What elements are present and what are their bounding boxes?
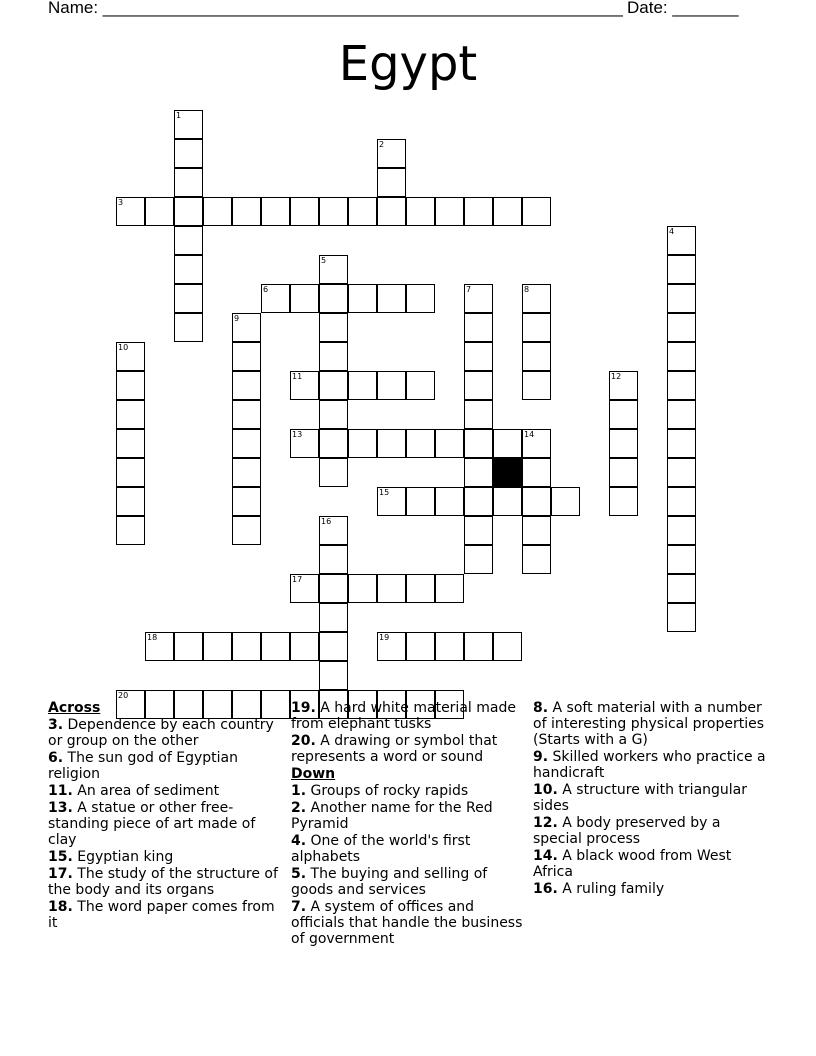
crossword-cell[interactable] (116, 429, 145, 458)
crossword-cell[interactable] (290, 371, 319, 400)
crossword-cell[interactable] (464, 458, 493, 487)
crossword-cell[interactable] (464, 516, 493, 545)
crossword-cell[interactable] (174, 632, 203, 661)
crossword-cell[interactable] (377, 574, 406, 603)
clue-text: A hard white material made from elephant tusks (291, 700, 516, 732)
clue-number: 10. (533, 782, 558, 798)
crossword-cell[interactable] (174, 313, 203, 342)
crossword-cell[interactable] (667, 516, 696, 545)
crossword-cell[interactable] (377, 371, 406, 400)
crossword-cell[interactable] (464, 487, 493, 516)
clue-number: 6. (48, 750, 64, 766)
clue-number: 12. (533, 815, 558, 831)
crossword-cell[interactable] (232, 487, 261, 516)
crossword-cell[interactable] (319, 661, 348, 690)
crossword-cell[interactable] (319, 429, 348, 458)
clue-number-label: 15 (379, 488, 390, 497)
crossword-cell[interactable] (464, 197, 493, 226)
crossword-cell[interactable] (667, 458, 696, 487)
clue-number: 18. (48, 899, 73, 915)
crossword-cell[interactable] (232, 516, 261, 545)
crossword-cell[interactable] (522, 197, 551, 226)
crossword-cell[interactable] (145, 197, 174, 226)
crossword-black-square (493, 458, 522, 487)
clue-number-label: 3 (118, 198, 124, 207)
crossword-cell[interactable] (319, 371, 348, 400)
crossword-cell[interactable] (377, 632, 406, 661)
clue-number: 4. (291, 833, 307, 849)
clue-number: 7. (291, 899, 307, 915)
clue-number-label: 13 (292, 430, 303, 439)
crossword-cell[interactable] (522, 284, 551, 313)
crossword-cell[interactable] (261, 197, 290, 226)
crossword-cell[interactable] (174, 168, 203, 197)
clue-down (533, 749, 769, 781)
crossword-cell[interactable] (377, 284, 406, 313)
crossword-cell[interactable] (609, 487, 638, 516)
clue-number-label: 8 (524, 285, 530, 294)
crossword-cell[interactable] (522, 429, 551, 458)
crossword-cell[interactable] (319, 545, 348, 574)
crossword-cell[interactable] (319, 284, 348, 313)
crossword-cell[interactable] (464, 313, 493, 342)
crossword-cell[interactable] (290, 284, 319, 313)
crossword-cell[interactable] (319, 255, 348, 284)
crossword-cell[interactable] (319, 603, 348, 632)
crossword-cell[interactable] (435, 429, 464, 458)
clue-text: The word paper comes from it (48, 899, 275, 931)
crossword-cell[interactable] (348, 429, 377, 458)
crossword-cell[interactable] (290, 574, 319, 603)
crossword-cell[interactable] (406, 284, 435, 313)
clue-across (48, 750, 284, 782)
crossword-cell[interactable] (290, 197, 319, 226)
clue-number: 11. (48, 783, 73, 799)
clue-down (291, 833, 527, 865)
crossword-cell[interactable] (667, 342, 696, 371)
clue-across (48, 849, 284, 865)
crossword-cell[interactable] (667, 255, 696, 284)
clue-across (48, 899, 284, 931)
crossword-cell[interactable] (174, 197, 203, 226)
crossword-cell[interactable] (464, 342, 493, 371)
crossword-cell[interactable] (232, 371, 261, 400)
crossword-cell[interactable] (609, 400, 638, 429)
crossword-cell[interactable] (464, 632, 493, 661)
clue-text: A structure with triangular sides (533, 782, 747, 814)
crossword-cell[interactable] (522, 516, 551, 545)
clue-text: An area of sediment (77, 783, 220, 799)
crossword-cell[interactable] (116, 458, 145, 487)
page-title: Egypt (338, 36, 478, 92)
clue-number: 17. (48, 866, 73, 882)
clue-across (48, 800, 284, 848)
crossword-cell[interactable] (377, 197, 406, 226)
across-heading: Across (48, 700, 101, 716)
clue-text: The sun god of Egyptian religion (48, 750, 238, 782)
crossword-cell[interactable] (435, 574, 464, 603)
crossword-cell[interactable] (145, 632, 174, 661)
crossword-cell[interactable] (522, 342, 551, 371)
clue-text: A drawing or symbol that represents a word or sound (291, 733, 498, 765)
crossword-cell[interactable] (464, 429, 493, 458)
clue-text: Dependence by each country or group on the other (48, 717, 274, 749)
crossword-cell[interactable] (493, 197, 522, 226)
clue-across (291, 700, 527, 732)
clue-number-label: 19 (379, 633, 390, 642)
clue-number-label: 16 (321, 517, 332, 526)
clue-number: 9. (533, 749, 549, 765)
clue-text: Groups of rocky rapids (310, 783, 469, 799)
clue-number-label: 7 (466, 285, 472, 294)
crossword-cell[interactable] (174, 284, 203, 313)
crossword-cell[interactable] (232, 458, 261, 487)
crossword-cell[interactable] (319, 574, 348, 603)
crossword-cell[interactable] (174, 255, 203, 284)
crossword-cell[interactable] (406, 371, 435, 400)
clue-text: One of the world's first alphabets (291, 833, 471, 865)
date-field-label: Date: _______ (627, 0, 739, 17)
clue-text: A system of offices and officials that handle the business of government (291, 899, 523, 947)
crossword-cell[interactable] (319, 400, 348, 429)
crossword-cell[interactable] (493, 429, 522, 458)
clue-number-label: 10 (118, 343, 129, 352)
crossword-cell[interactable] (116, 342, 145, 371)
crossword-cell[interactable] (493, 632, 522, 661)
clue-down (533, 881, 769, 897)
crossword-cell[interactable] (406, 197, 435, 226)
clue-number-label: 5 (321, 256, 327, 265)
crossword-cell[interactable] (609, 371, 638, 400)
crossword-cell[interactable] (406, 487, 435, 516)
crossword-cell[interactable] (348, 371, 377, 400)
crossword-cell[interactable] (290, 429, 319, 458)
crossword-cell[interactable] (377, 487, 406, 516)
crossword-cell[interactable] (435, 197, 464, 226)
crossword-cell[interactable] (116, 371, 145, 400)
crossword-cell[interactable] (377, 139, 406, 168)
crossword-cell[interactable] (319, 632, 348, 661)
clue-number: 1. (291, 783, 307, 799)
clue-across (48, 783, 284, 799)
clue-number-label: 6 (263, 285, 269, 294)
crossword-cell[interactable] (435, 487, 464, 516)
crossword-cell[interactable] (667, 400, 696, 429)
crossword-cell[interactable] (667, 313, 696, 342)
clue-text: Another name for the Red Pyramid (291, 800, 493, 832)
crossword-cell[interactable] (232, 342, 261, 371)
clue-across (48, 717, 284, 749)
crossword-cell[interactable] (203, 197, 232, 226)
crossword-cell[interactable] (667, 487, 696, 516)
crossword-cell[interactable] (174, 139, 203, 168)
crossword-cell[interactable] (406, 574, 435, 603)
crossword-cell[interactable] (522, 487, 551, 516)
crossword-cell[interactable] (406, 429, 435, 458)
clue-down (291, 899, 527, 947)
clue-text: The buying and selling of goods and services (291, 866, 488, 898)
crossword-cell[interactable] (348, 574, 377, 603)
crossword-cell[interactable] (667, 371, 696, 400)
clue-text: A soft material with a number of interesting physical properties (Starts with a G) (533, 700, 765, 748)
crossword-cell[interactable] (667, 226, 696, 255)
clue-number-label: 1 (176, 111, 182, 120)
crossword-cell[interactable] (667, 284, 696, 313)
crossword-cell[interactable] (667, 574, 696, 603)
clue-number: 16. (533, 881, 558, 897)
clue-number-label: 11 (292, 372, 303, 381)
crossword-cell[interactable] (116, 487, 145, 516)
crossword-cell[interactable] (348, 197, 377, 226)
crossword-cell[interactable] (203, 632, 232, 661)
clues-column-2 (291, 700, 527, 948)
crossword-cell[interactable] (319, 458, 348, 487)
crossword-cell[interactable] (493, 487, 522, 516)
crossword-cell[interactable] (319, 516, 348, 545)
clue-text: Egyptian king (77, 849, 174, 865)
clue-number-label: 17 (292, 575, 303, 584)
clue-down (533, 700, 769, 748)
clue-number-label: 2 (379, 140, 385, 149)
crossword-cell[interactable] (174, 110, 203, 139)
clue-number: 5. (291, 866, 307, 882)
crossword-cell[interactable] (319, 313, 348, 342)
crossword-cell[interactable] (232, 429, 261, 458)
crossword-cell[interactable] (464, 400, 493, 429)
crossword-cell[interactable] (116, 516, 145, 545)
crossword-cell[interactable] (464, 371, 493, 400)
clue-down (291, 783, 527, 799)
crossword-cell[interactable] (522, 458, 551, 487)
clue-number-label: 12 (611, 372, 622, 381)
clue-number-label: 9 (234, 314, 240, 323)
crossword-cell[interactable] (464, 545, 493, 574)
clue-number: 19. (291, 700, 316, 716)
crossword-cell[interactable] (609, 429, 638, 458)
crossword-cell[interactable] (261, 284, 290, 313)
clue-down (533, 815, 769, 847)
clue-number: 2. (291, 800, 307, 816)
clue-across (48, 866, 284, 898)
crossword-cell[interactable] (609, 458, 638, 487)
name-field-label: Name: _______________________________________________________ (48, 0, 623, 17)
crossword-cell[interactable] (290, 632, 319, 661)
clue-number: 3. (48, 717, 64, 733)
down-heading: Down (291, 766, 336, 782)
clue-number-label: 14 (524, 430, 535, 439)
crossword-cell[interactable] (116, 400, 145, 429)
crossword-cell[interactable] (232, 632, 261, 661)
clue-down (291, 800, 527, 832)
clue-number-label: 4 (669, 227, 675, 236)
crossword-cell[interactable] (667, 429, 696, 458)
crossword-cell[interactable] (174, 226, 203, 255)
crossword-cell[interactable] (232, 313, 261, 342)
clue-down (533, 782, 769, 814)
clue-number-label: 18 (147, 633, 158, 642)
clue-number: 15. (48, 849, 73, 865)
clue-down (533, 848, 769, 880)
clue-text: The study of the structure of the body and its organs (48, 866, 278, 898)
crossword-cell[interactable] (319, 197, 348, 226)
clue-text: A ruling family (562, 881, 665, 897)
crossword-cell[interactable] (435, 632, 464, 661)
crossword-cell[interactable] (667, 545, 696, 574)
clue-across (291, 733, 527, 765)
crossword-cell[interactable] (232, 197, 261, 226)
crossword-cell[interactable] (667, 603, 696, 632)
clue-number: 14. (533, 848, 558, 864)
crossword-cell[interactable] (377, 429, 406, 458)
crossword-cell[interactable] (522, 545, 551, 574)
crossword-cell[interactable] (464, 284, 493, 313)
clue-number-label: 20 (118, 691, 129, 700)
crossword-cell[interactable] (377, 168, 406, 197)
crossword-cell[interactable] (551, 487, 580, 516)
clue-text: A body preserved by a special process (533, 815, 721, 847)
clue-number: 8. (533, 700, 549, 716)
clue-text: A black wood from West Africa (533, 848, 732, 880)
crossword-cell[interactable] (319, 342, 348, 371)
crossword-cell[interactable] (261, 632, 290, 661)
clue-down (291, 866, 527, 898)
clue-number: 20. (291, 733, 316, 749)
crossword-cell[interactable] (406, 632, 435, 661)
clue-text: Skilled workers who practice a handicraft (533, 749, 766, 781)
clues-column-1 (48, 700, 284, 932)
crossword-cell[interactable] (232, 400, 261, 429)
crossword-cell[interactable] (116, 197, 145, 226)
clue-text: A statue or other free-standing piece of art made of clay (48, 800, 256, 848)
crossword-cell[interactable] (522, 313, 551, 342)
crossword-cell[interactable] (348, 284, 377, 313)
clue-number: 13. (48, 800, 73, 816)
clues-column-3 (533, 700, 769, 898)
crossword-cell[interactable] (522, 371, 551, 400)
